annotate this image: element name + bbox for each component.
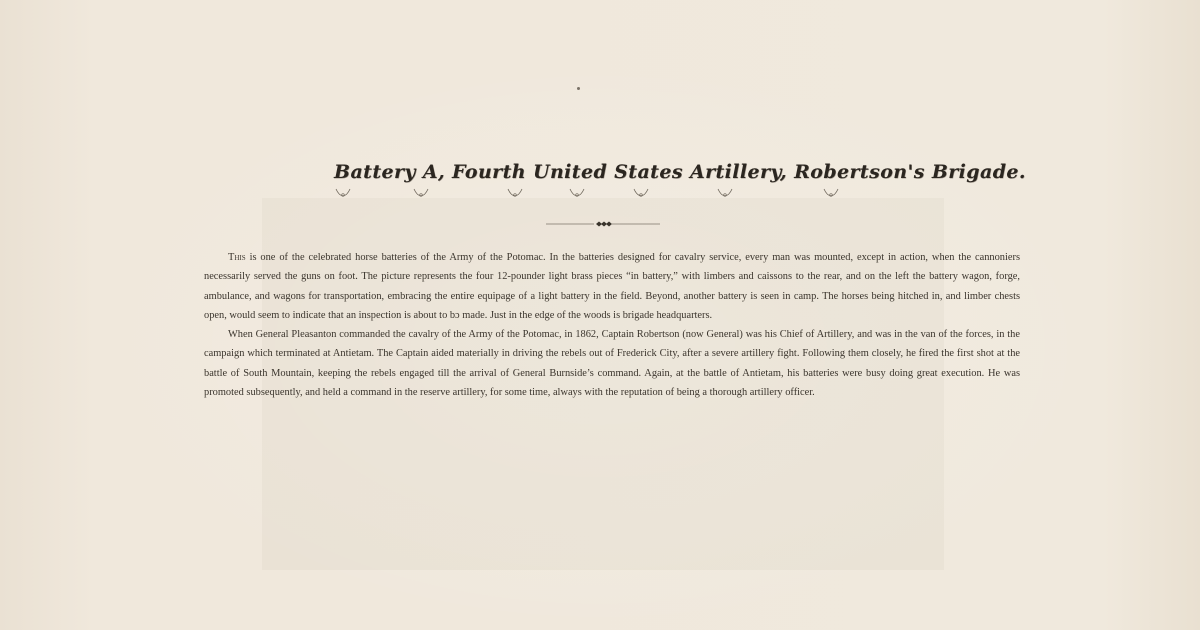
- title-flourish-icon: [506, 186, 524, 200]
- title-flourish-icon: [632, 186, 650, 200]
- body-text: [204, 248, 1020, 402]
- title-flourish-icon: [822, 186, 840, 200]
- paper-speck: [577, 87, 580, 90]
- title-flourish-icon: [412, 186, 430, 200]
- paragraph-text: When General Pleasanton commanded the cavalry of the Army of the Potomac, in 1862, Captain Robertson (now General) was his Chief of Artillery, and was in the van of the forces, in the campaign which terminated at Antietam. The Captain aided materially in driving the rebels out of Frederick City, after a severe artillery fight. Following them closely, he fired the first shot at the battle of South Mountain, keeping the rebels engaged till the arrival of General Burnside’s command. Again, at the battle of Antietam, his batteries were busy doing great execution. He was promoted subsequently, and held a command in the reserve artillery, for some time, always with the reputation of being a thorough artillery officer.: [204, 329, 1020, 399]
- paragraph-lead-word: This: [228, 252, 246, 263]
- title-flourish-icon: [568, 186, 586, 200]
- paragraph: [204, 325, 1020, 402]
- title-flourish-icon: [334, 186, 352, 200]
- title-flourish-icon: [716, 186, 734, 200]
- paragraph: [204, 248, 1020, 325]
- plate-title: Battery A, Fourth United States Artillery, Robertson's Brigade.: [334, 161, 1026, 183]
- paragraph-text: is one of the celebrated horse batteries of the Army of the Potomac. In the batteries designed for cavalry service, every man was mounted, except in action, when the cannoniers necessarily served the guns on foot. The picture represents the four 12-pounder light brass pieces “in battery,” with limbers and caissons to the rear, and on the left the battery wagon, forge, ambulance, and wagons for transportation, embracing the entire equipage of a light battery in the field. Beyond, another battery is seen in camp. The horses being hitched in, and limber chests open, would seem to indicate that an inspection is about to bɔ made. Just in the edge of the woods is brigade headquarters.: [204, 252, 1020, 321]
- divider-ornament-icon: [546, 220, 660, 228]
